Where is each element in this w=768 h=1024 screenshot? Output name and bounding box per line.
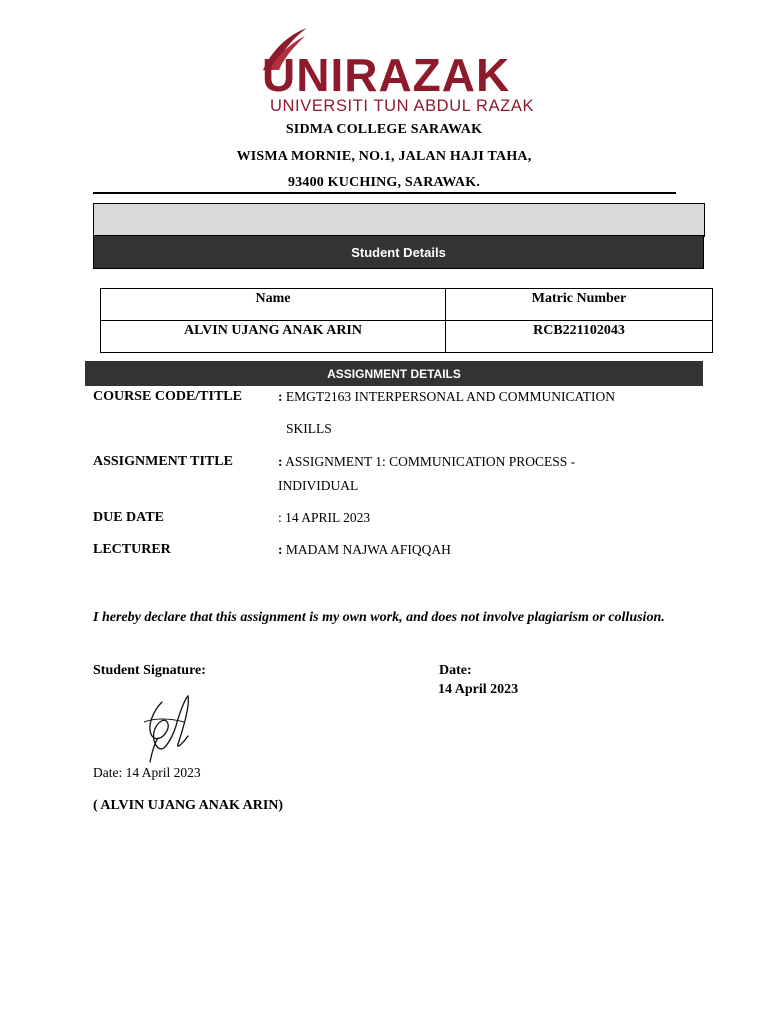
- table-row: [101, 321, 713, 353]
- course-label: COURSE CODE/TITLE: [93, 389, 242, 404]
- course-value: [278, 385, 658, 449]
- address-line-2: 93400 KUCHING, SARAWAK.: [287, 175, 481, 190]
- logo-subtitle: UNIVERSITI TUN ABDUL RAZAK: [270, 97, 535, 115]
- address-line-1: WISMA MORNIE, NO.1, JALAN HAJI TAHA,: [236, 149, 532, 164]
- lecturer-label: LECTURER: [93, 542, 171, 557]
- assignment-title-value: [278, 450, 658, 498]
- grey-banner: [93, 203, 705, 237]
- lecturer-value: [278, 538, 658, 562]
- assignment-title-line2: INDIVIDUAL: [278, 478, 359, 493]
- table-header-row: [101, 289, 713, 321]
- due-date-label: DUE DATE: [93, 510, 164, 525]
- date-label: Date:: [439, 663, 472, 678]
- course-value-line1: EMGT2163 INTERPERSONAL AND COMMUNICATION: [285, 389, 616, 404]
- due-date-value: : 14 APRIL 2023: [278, 510, 371, 525]
- assignment-title-line1: ASSIGNMENT 1: COMMUNICATION PROCESS -: [285, 454, 576, 469]
- student-name-cell: ALVIN UJANG ANAK ARIN: [101, 321, 446, 353]
- course-prefix: :: [278, 389, 283, 404]
- college-name: SIDMA COLLEGE SARAWAK: [285, 122, 483, 137]
- column-header-matric: Matric Number: [446, 289, 713, 321]
- logo-wordmark: UNIRAZAK: [262, 49, 511, 101]
- column-header-name: Name: [101, 289, 446, 321]
- header-divider: [93, 192, 676, 194]
- lecturer-prefix: :: [278, 542, 283, 557]
- signed-date: Date: 14 April 2023: [93, 765, 201, 780]
- assignment-title-label: ASSIGNMENT TITLE: [93, 454, 233, 469]
- handwritten-signature: [140, 692, 200, 764]
- matric-number-cell: RCB221102043: [446, 321, 713, 353]
- printed-name: ( ALVIN UJANG ANAK ARIN): [93, 798, 284, 813]
- student-details-title: Student Details: [93, 235, 704, 269]
- student-details-table: [100, 288, 713, 353]
- declaration-text: I hereby declare that this assignment is my own work, and does not involve plagiarism or collusion.: [93, 610, 665, 625]
- assignment-details-title: ASSIGNMENT DETAILS: [85, 361, 703, 386]
- assignment-title-prefix: :: [278, 454, 283, 469]
- course-value-line2: SKILLS: [286, 421, 332, 436]
- student-signature-label: Student Signature:: [93, 663, 206, 678]
- lecturer-name: MADAM NAJWA AFIQQAH: [285, 542, 451, 557]
- date-value: 14 April 2023: [438, 682, 519, 697]
